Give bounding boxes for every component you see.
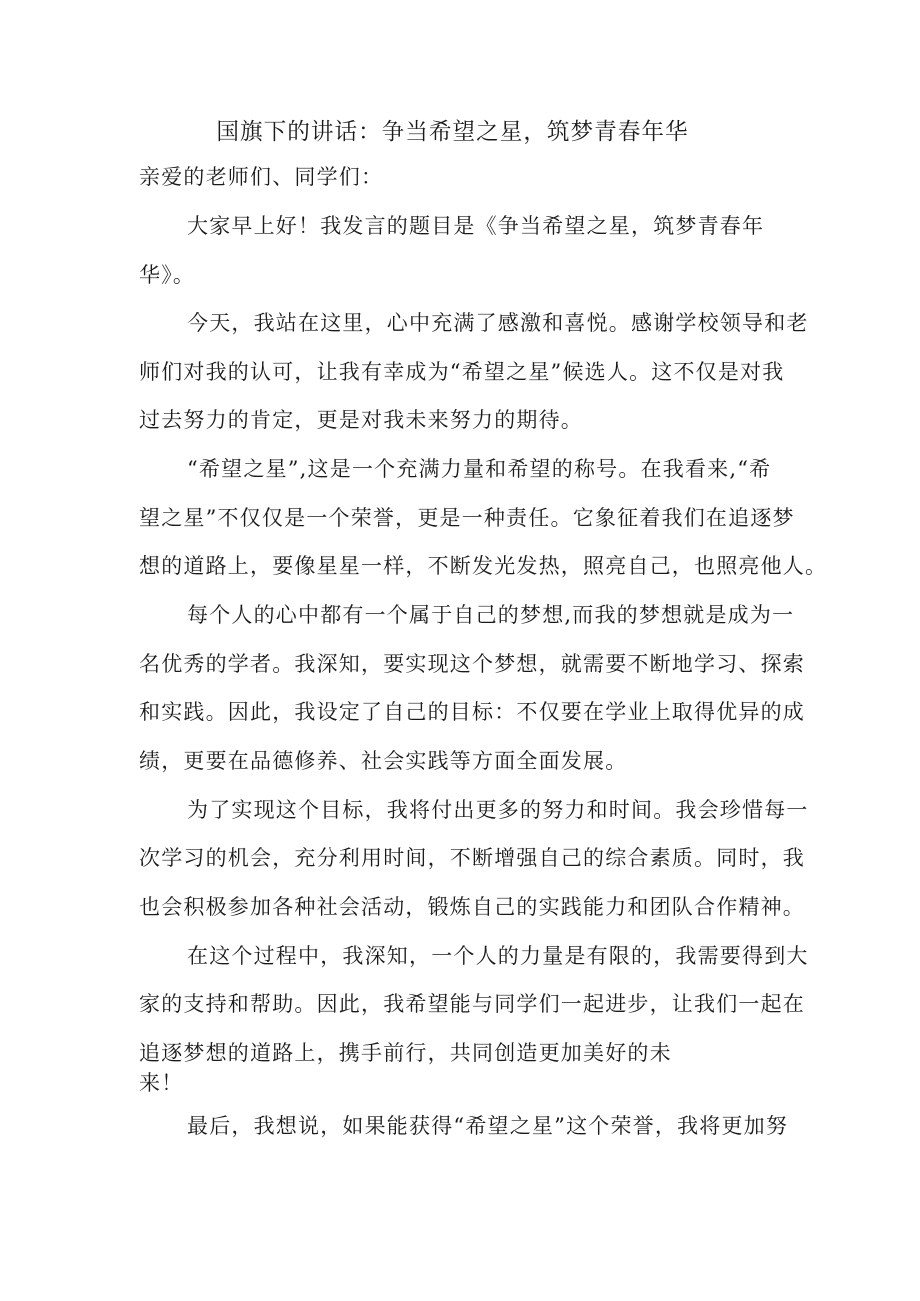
paragraph-3-line-1: “希望之星”,这是一个充满力量和希望的称号。在我看来,“希 — [187, 457, 772, 481]
salutation: 亲爱的老师们、同学们： — [139, 165, 384, 189]
paragraph-2-line-3: 过去努力的肯定，更是对我未来努力的期待。 — [139, 408, 583, 432]
paragraph-6-line-2: 家的支持和帮助。因此，我希望能与同学们一起进步，让我们一起在 — [139, 992, 805, 1016]
document-title: 国旗下的讲话：争当希望之星，筑梦青春年华 — [216, 119, 689, 145]
paragraph-5-line-1: 为了实现这个目标，我将付出更多的努力和时间。我会珍惜每一 — [187, 798, 809, 822]
paragraph-6-line-1: 在这个过程中，我深知，一个人的力量是有限的，我需要得到大 — [187, 944, 809, 968]
paragraph-4-line-2: 名优秀的学者。我深知，要实现这个梦想，就需要不断地学习、探索 — [139, 652, 805, 676]
paragraph-2-line-2: 师们对我的认可，让我有幸成为“希望之星”候选人。这不仅是对我 — [139, 360, 785, 384]
paragraph-7-line-1: 最后，我想说，如果能获得“希望之星”这个荣誉，我将更加努 — [187, 1114, 789, 1138]
paragraph-6-line-4: 来！ — [139, 1071, 184, 1095]
paragraph-1-line-1: 大家早上好！我发言的题目是《争当希望之星，筑梦青春年 — [187, 214, 765, 238]
paragraph-5-line-2: 次学习的机会，充分利用时间，不断增强自己的综合素质。同时，我 — [139, 846, 805, 870]
paragraph-6-line-3: 追逐梦想的道路上，携手前行，共同创造更加美好的未 — [139, 1041, 672, 1065]
paragraph-3-line-3: 想的道路上，要像星星一样，不断发光发热，照亮自己，也照亮他人。 — [139, 554, 828, 578]
paragraph-4-line-1: 每个人的心中都有一个属于自己的梦想,而我的梦想就是成为一 — [187, 603, 795, 627]
paragraph-5-line-3: 也会积极参加各种社会活动，锻炼自己的实践能力和团队合作精神。 — [139, 895, 805, 919]
paragraph-1-line-2: 华》。 — [139, 263, 196, 287]
paragraph-4-line-3: 和实践。因此，我设定了自己的目标：不仅要在学业上取得优异的成 — [139, 700, 805, 724]
paragraph-4-line-4: 绩，更要在品德修养、社会实践等方面全面发展。 — [139, 749, 628, 773]
paragraph-3-line-2: 望之星”不仅仅是一个荣誉，更是一种责任。它象征着我们在追逐梦 — [139, 506, 795, 530]
paragraph-2-line-1: 今天，我站在这里，心中充满了感激和喜悦。感谢学校领导和老 — [187, 311, 809, 335]
